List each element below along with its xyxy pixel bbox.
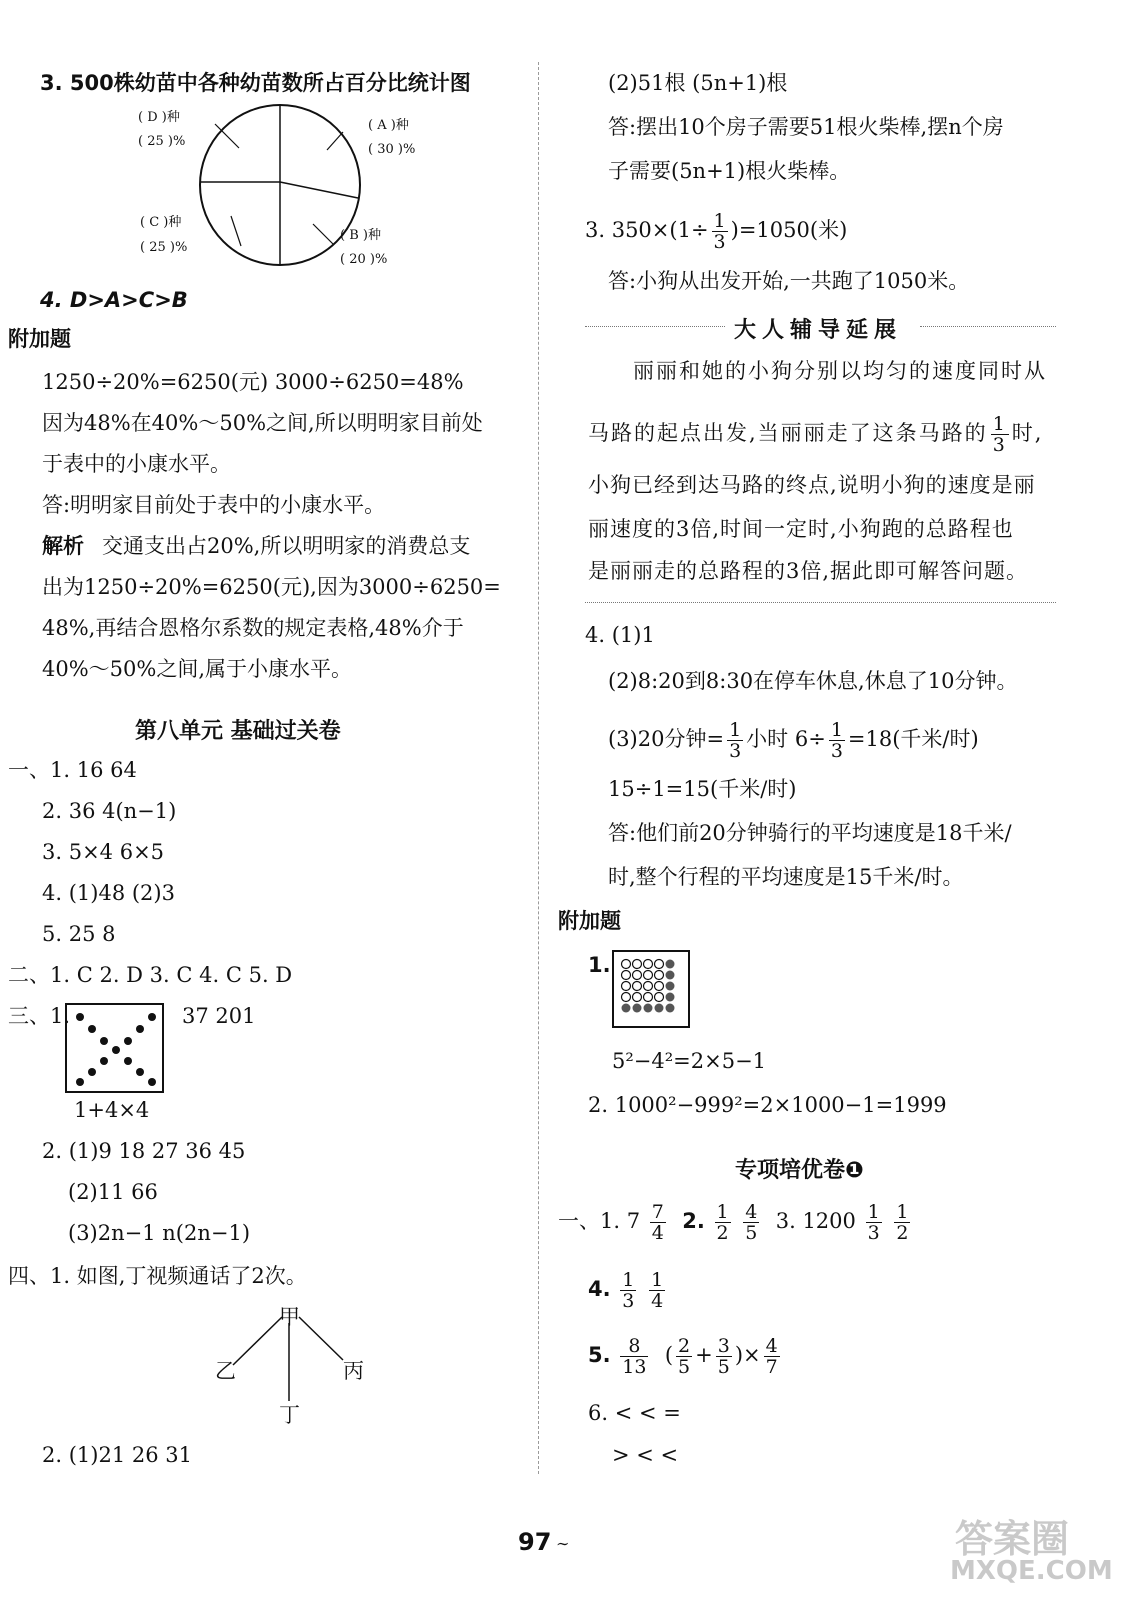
fujia-line-3: 于表中的小康水平。 (42, 452, 231, 476)
right-q4-1: 4. (1)1 (585, 623, 655, 647)
sec3-q1-expression: 1+4×4 (74, 1098, 150, 1122)
pie-label-b-pct: ( 20 )% (340, 252, 388, 267)
sec2-answers: 二、1. C 2. D 3. C 4. C 5. D (8, 963, 293, 987)
right-q3-answer: 答:小狗从出发开始,一共跑了1050米。 (608, 269, 970, 293)
sec4-q1: 四、1. 如图,丁视频通话了2次。 (8, 1264, 307, 1288)
box-line-2: 马路的起点出发,当丽丽走了这条马路的 $\frac{1}{3}$ 时, (588, 413, 1044, 456)
pie-label-c-pct: ( 25 )% (140, 240, 188, 255)
pie-label-a-pct: ( 30 )% (368, 142, 416, 157)
analysis-label: 解析 (42, 534, 84, 558)
sec4-q2: 2. (1)21 26 31 (42, 1443, 192, 1467)
box-line-4: 丽速度的3倍,时间一定时,小狗跑的总路程也 (588, 517, 1014, 541)
right-line-2: 答:摆出10个房子需要51根火柴棒,摆n个房 (608, 115, 1004, 139)
column-divider (538, 62, 539, 1474)
analysis-line-1: 交通支出占20%,所以明明家的消费总支 (102, 534, 471, 558)
fujia-q2: 2. 1000²−999²=2×1000−1=1999 (588, 1093, 947, 1117)
graph-node-bing: 丙 (343, 1359, 364, 1383)
box-line-5: 是丽丽走的总路程的3倍,据此即可解答问题。 (588, 559, 1029, 583)
box-line-3: 小狗已经到达马路的终点,说明小狗的速度是丽 (588, 473, 1036, 497)
special-title: 专项培优卷❶ (735, 1158, 864, 1183)
tilde-ornament-icon: ∼ (556, 1534, 570, 1553)
fujia-q1-equation: 5²−4²=2×5−1 (612, 1049, 767, 1073)
fujia-title-left: 附加题 (8, 327, 71, 351)
right-q4-6: 时,整个行程的平均速度是15千米/时。 (608, 865, 964, 889)
pie-label-d-name: ( D )种 (138, 110, 180, 125)
box-divider-left (585, 326, 725, 327)
right-q4-4: 15÷1=15(千米/时) (608, 777, 797, 801)
unit8-title: 第八单元 基础过关卷 (135, 719, 341, 744)
fujia-line-2: 因为48%在40%～50%之间,所以明明家目前处 (42, 411, 483, 435)
right-line-3: 子需要(5n+1)根火柴棒。 (608, 159, 851, 183)
box-divider-right (920, 326, 1056, 327)
analysis-line-2: 出为1250÷20%=6250(元),因为3000÷6250= (42, 575, 501, 599)
graph-node-jia: 甲 (279, 1305, 300, 1329)
sec1-q2: 2. 36 4(n−1) (42, 799, 177, 823)
fujia-line-1: 1250÷20%=6250(元) 3000÷6250=48% (42, 370, 464, 394)
box-title: 大人辅导延展 (734, 318, 903, 343)
pie-label-a-name: ( A )种 (368, 118, 409, 133)
box-bottom-divider (585, 602, 1056, 603)
fujia-q1-label: 1. (588, 953, 611, 977)
watermark-url: MXQE.COM (950, 1556, 1113, 1586)
right-line-1: (2)51根 (5n+1)根 (608, 71, 788, 95)
right-q4-2: (2)8:20到8:30在停车休息,休息了10分钟。 (608, 669, 1018, 693)
dot-x-figure (65, 1003, 164, 1093)
special-q1-3: 一、1. 7 $\frac{7}{4}$ 2. $\frac{1}{2}$ $\frac{4}{5}$ 3. 1200 $\frac{1}{3}$ $\frac{1}{2}$ (558, 1201, 909, 1244)
q3-title: 3. 500株幼苗中各种幼苗数所占百分比统计图 (40, 71, 471, 95)
special-q5: 5. $\frac{8}{13}$ ( $\frac{2}{5}$ + $\frac{3}{5}$ )× $\frac{4}{7}$ (588, 1335, 778, 1378)
box-line-1: 丽丽和她的小狗分别以均匀的速度同时从 (633, 359, 1047, 383)
sec3-q2-2: (2)11 66 (68, 1180, 158, 1204)
fujia-title-right: 附加题 (558, 909, 621, 933)
right-q4-5: 答:他们前20分钟骑行的平均速度是18千米/ (608, 821, 1012, 845)
sec3-q1-numbers: 37 201 (182, 1004, 256, 1028)
dot-grid-figure (612, 950, 690, 1028)
pie-label-d-pct: ( 25 )% (138, 134, 186, 149)
pie-chart (195, 100, 365, 270)
pie-label-c-name: ( C )种 (140, 215, 182, 230)
sec3-q1-prefix: 三、1. (8, 1004, 71, 1028)
dot-grid-svg (614, 952, 688, 1026)
special-q4: 4. $\frac{1}{3}$ $\frac{1}{4}$ (588, 1269, 664, 1312)
sec1-q1: 一、1. 16 64 (8, 758, 137, 782)
sec1-q3: 3. 5×4 6×5 (42, 840, 165, 864)
watermark-logo: 答案圈 (955, 1517, 1070, 1561)
right-q4-3: (3)20分钟= $\frac{1}{3}$ 小时 6÷ $\frac{1}{3}$ =18(千米/时) (608, 719, 979, 762)
analysis-line-4: 40%～50%之间,属于小康水平。 (42, 657, 353, 681)
sec1-q5: 5. 25 8 (42, 922, 116, 946)
special-q6-row1: 6. < < = (588, 1401, 681, 1425)
graph-node-ding: 丁 (279, 1403, 300, 1427)
page-number: 97 (518, 1528, 552, 1556)
sec3-q2-3: (3)2n−1 n(2n−1) (68, 1221, 251, 1245)
q4-order: 4. D>A>C>B (40, 288, 188, 312)
graph-node-yi: 乙 (215, 1359, 236, 1383)
right-q3-formula: 3. 350×(1÷ $\frac{1}{3}$ )=1050(米) (585, 210, 848, 253)
analysis-line-3: 48%,再结合恩格尔系数的规定表格,48%介于 (42, 616, 464, 640)
special-q6-row2: > < < (612, 1443, 679, 1467)
pie-label-b-name: ( B )种 (340, 228, 381, 243)
fujia-line-4: 答:明明家目前处于表中的小康水平。 (42, 493, 386, 517)
sec1-q4: 4. (1)48 (2)3 (42, 881, 175, 905)
sec3-q2-1: 2. (1)9 18 27 36 45 (42, 1139, 246, 1163)
